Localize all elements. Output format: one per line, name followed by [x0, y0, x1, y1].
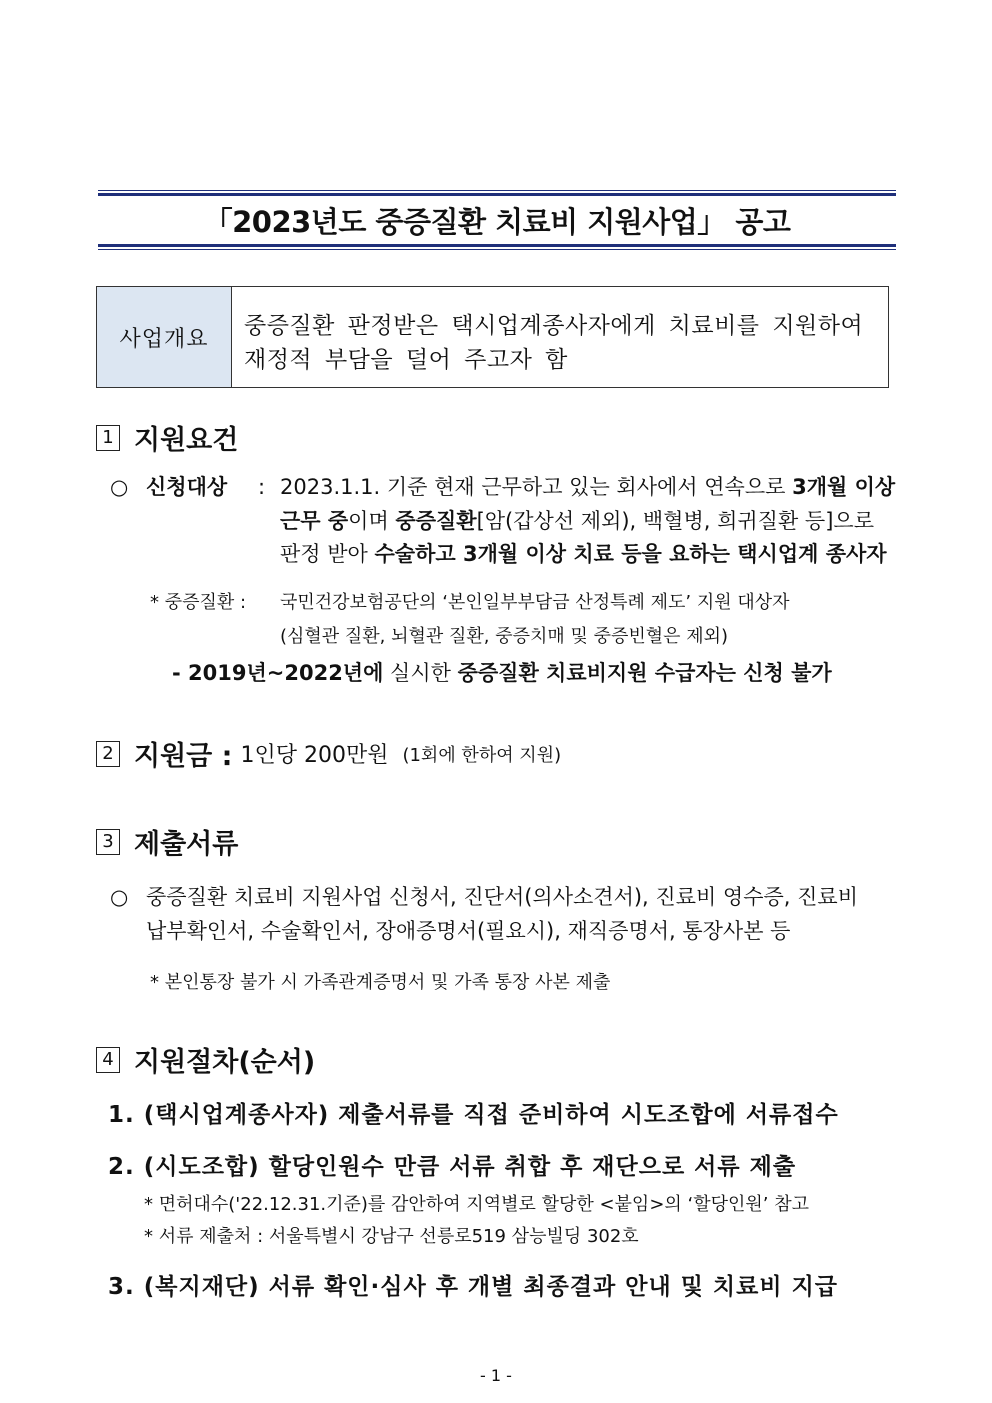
severe-disease-note-label: * 중증질환 :	[150, 592, 247, 613]
severe-disease-note-line-2: (심혈관 질환, 뇌혈관 질환, 중증치매 및 중증빈혈은 제외)	[280, 626, 729, 647]
section-1-heading	[96, 418, 238, 457]
target-line-3-bold: 수술하고 3개월 이상 치료 등을 요하는 택시업계 종사자	[374, 542, 887, 566]
target-bullet: ○	[110, 475, 129, 499]
target-line-2-text-b: [암(갑상선 제외), 백혈병, 희귀질환 등]으로	[476, 509, 874, 533]
documents-bullet: ○	[110, 885, 129, 909]
target-line-1	[280, 470, 895, 504]
section-3-heading	[96, 822, 238, 861]
procedure-step-1: 1. (택시업계종사자) 제출서류를 직접 준비하여 시도조합에 서류접수	[108, 1102, 839, 1128]
support-amount: 1인당 200만원	[240, 743, 389, 768]
support-amount-note: (1회에 한하여 지원)	[402, 744, 562, 766]
documents-note: * 본인통장 불가 시 가족관계증명서 및 가족 통장 사본 제출	[150, 972, 611, 993]
section-3-title: 제출서류	[134, 829, 239, 860]
overview-box	[96, 286, 889, 388]
document-title: 「2023년도 중증질환 치료비 지원사업」 공고	[203, 205, 791, 239]
overview-line-2: 재정적 부담을 덜어 주고자 함	[244, 347, 568, 373]
target-line-3-text: 판정 받아	[280, 542, 375, 566]
procedure-step-2-note-2: * 서류 제출처 : 서울특별시 강남구 선릉로519 삼능빌딩 302호	[144, 1226, 639, 1247]
target-line-2-bold-a: 근무 중	[280, 509, 349, 533]
severe-disease-note-line-1: 국민건강보험공단의 ‘본인일부부담금 산정특례 제도’ 지원 대상자	[280, 592, 790, 613]
target-line-1-text: 2023.1.1. 기준 현재 근무하고 있는 회사에서 연속으로	[280, 475, 793, 499]
section-2-heading	[96, 734, 561, 773]
section-4-title: 지원절차(순서)	[134, 1047, 316, 1078]
exclusion-bold-b: 중증질환 치료비지원 수급자는 신청 불가	[457, 661, 832, 685]
title-rule-top-thick	[98, 193, 896, 196]
exclusion-text: 실시한	[383, 661, 458, 685]
target-line-2-text-a: 이며	[348, 509, 396, 533]
overview-line-1: 중증질환 판정받은 택시업계종사자에게 치료비를 지원하여	[244, 313, 864, 339]
section-2-title: 지원금 :	[134, 741, 233, 772]
target-line-2-bold-b: 중증질환	[395, 509, 477, 533]
section-4-heading	[96, 1040, 315, 1079]
section-1-number: 1	[96, 425, 120, 451]
documents-line-1: 중증질환 치료비 지원사업 신청서, 진단서(의사소견서), 진료비 영수증, 진료비	[146, 885, 859, 909]
title-rule-bottom-thin	[98, 249, 896, 250]
section-4-number: 4	[96, 1047, 120, 1073]
documents-line-2: 납부확인서, 수술확인서, 장애증명서(필요시), 재직증명서, 통장사본 등	[146, 919, 791, 943]
procedure-step-2: 2. (시도조합) 할당인원수 만큼 서류 취합 후 재단으로 서류 제출	[108, 1154, 797, 1180]
section-2-number: 2	[96, 741, 120, 767]
exclusion-bold-a: - 2019년~2022년에	[172, 661, 384, 685]
procedure-step-3: 3. (복지재단) 서류 확인·심사 후 개별 최종결과 안내 및 치료비 지급	[108, 1274, 839, 1300]
target-label: 신청대상	[146, 475, 228, 499]
page-number: - 1 -	[480, 1366, 512, 1385]
procedure-step-2-note-1: * 면허대수('22.12.31.기준)를 감안하여 지역별로 할당한 <붙임>의 ‘할당인원’ 참고	[144, 1194, 810, 1215]
exclusion-line	[172, 656, 832, 690]
target-line-2	[280, 504, 874, 538]
overview-text	[232, 287, 888, 387]
title-rule-bottom-thick	[98, 244, 896, 247]
target-line-1-bold: 3개월 이상	[792, 475, 896, 499]
title-rule-top-thin	[98, 190, 896, 191]
target-colon: :	[258, 475, 266, 499]
overview-label: 사업개요	[97, 287, 232, 387]
section-1-title: 지원요건	[134, 425, 239, 456]
section-3-number: 3	[96, 829, 120, 855]
target-line-3	[280, 537, 887, 571]
